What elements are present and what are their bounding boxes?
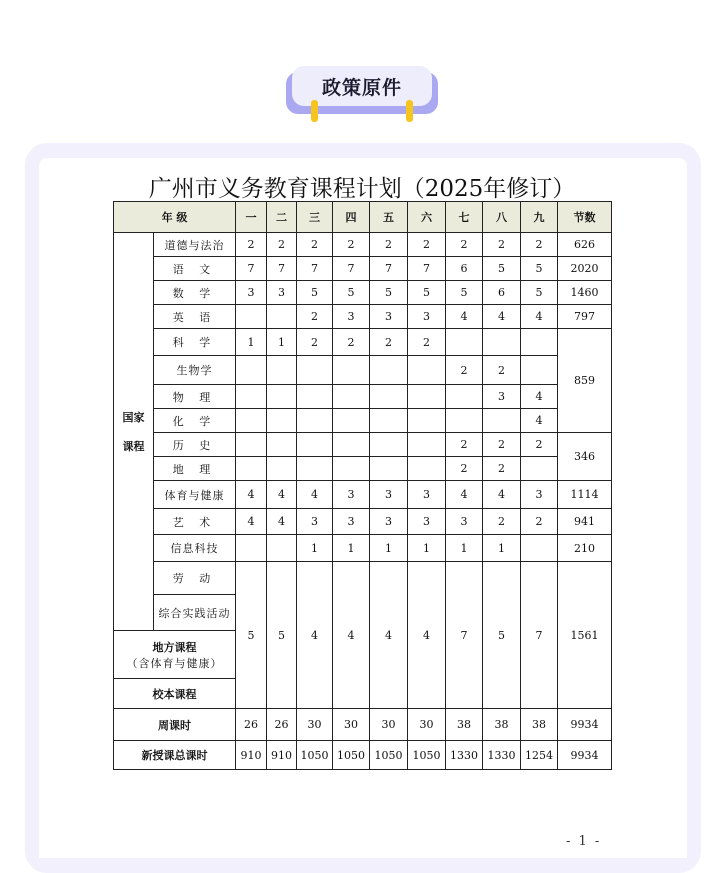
table-cell [370, 457, 408, 481]
table-cell: 7 [236, 257, 267, 281]
table-cell [521, 535, 558, 562]
table-cell: 3 [370, 509, 408, 535]
subject-name: 艺 术 [154, 509, 236, 535]
header-g4: 四 [333, 202, 370, 233]
table-cell: 3 [446, 509, 483, 535]
table-cell: 2020 [558, 257, 612, 281]
table-cell: 941 [558, 509, 612, 535]
table-cell [333, 356, 370, 385]
table-cell [297, 356, 333, 385]
table-row [114, 257, 612, 281]
table-cell [521, 329, 558, 356]
subject-name: 历 史 [154, 433, 236, 457]
table-cell: 5 [483, 257, 521, 281]
header-grade: 年 级 [114, 202, 236, 233]
table-cell: 2 [483, 233, 521, 257]
table-cell: 797 [558, 305, 612, 329]
table-cell [483, 329, 521, 356]
table-cell [408, 356, 446, 385]
table-cell: 6 [483, 281, 521, 305]
table-cell: 2 [370, 233, 408, 257]
table-cell [408, 409, 446, 433]
table-cell: 3 [408, 509, 446, 535]
table-cell: 4 [521, 385, 558, 409]
table-cell [267, 535, 297, 562]
table-cell: 2 [521, 233, 558, 257]
table-cell: 2 [333, 329, 370, 356]
table-cell: 1050 [333, 741, 370, 770]
table-cell: 1561 [558, 562, 612, 709]
table-cell: 38 [446, 709, 483, 741]
table-cell [370, 433, 408, 457]
subject-name: 数 学 [154, 281, 236, 305]
table-cell: 4 [521, 409, 558, 433]
table-row [114, 305, 612, 329]
table-cell: 5 [333, 281, 370, 305]
table-cell: 1050 [370, 741, 408, 770]
table-cell: 5 [370, 281, 408, 305]
table-cell [370, 409, 408, 433]
table-cell: 4 [483, 481, 521, 509]
table-cell: 210 [558, 535, 612, 562]
table-cell [521, 457, 558, 481]
table-cell [408, 385, 446, 409]
table-cell [446, 385, 483, 409]
table-cell: 3 [333, 305, 370, 329]
table-cell [333, 409, 370, 433]
curriculum-table [113, 201, 612, 770]
school-curriculum-label: 校本课程 [114, 679, 236, 709]
table-cell [267, 305, 297, 329]
table-cell: 2 [408, 233, 446, 257]
table-cell: 3 [483, 385, 521, 409]
table-cell: 2 [521, 509, 558, 535]
badge-pin-left [311, 100, 318, 122]
table-cell: 5 [483, 562, 521, 709]
table-cell: 5 [267, 562, 297, 709]
table-cell [267, 409, 297, 433]
table-cell: 3 [333, 509, 370, 535]
table-cell: 7 [408, 257, 446, 281]
table-header-row [114, 202, 612, 233]
table-cell: 4 [333, 562, 370, 709]
table-cell: 3 [521, 481, 558, 509]
table-cell: 6 [446, 257, 483, 281]
table-cell [297, 409, 333, 433]
table-cell: 2 [236, 233, 267, 257]
subject-name: 科 学 [154, 329, 236, 356]
table-cell [483, 409, 521, 433]
header-g3: 三 [297, 202, 333, 233]
table-cell: 9934 [558, 709, 612, 741]
subject-name: 物 理 [154, 385, 236, 409]
policy-badge-label: 政策原件 [292, 66, 432, 106]
subject-name: 语 文 [154, 257, 236, 281]
national-curriculum-label: 国家 课程 [114, 233, 154, 631]
table-cell: 1114 [558, 481, 612, 509]
table-cell: 4 [236, 481, 267, 509]
table-cell [333, 385, 370, 409]
table-cell [297, 433, 333, 457]
table-cell: 5 [446, 281, 483, 305]
subject-name: 化 学 [154, 409, 236, 433]
table-cell: 5 [297, 281, 333, 305]
table-cell [267, 457, 297, 481]
table-cell: 2 [408, 329, 446, 356]
table-cell [267, 385, 297, 409]
table-cell: 26 [267, 709, 297, 741]
table-cell: 9934 [558, 741, 612, 770]
header-g8: 八 [483, 202, 521, 233]
policy-badge [286, 66, 438, 114]
header-g2: 二 [267, 202, 297, 233]
table-cell: 2 [297, 329, 333, 356]
table-cell: 38 [483, 709, 521, 741]
table-cell: 2 [483, 356, 521, 385]
table-cell: 30 [408, 709, 446, 741]
table-row [114, 481, 612, 509]
subject-name: 生物学 [154, 356, 236, 385]
table-cell: 5 [236, 562, 267, 709]
table-cell: 4 [483, 305, 521, 329]
table-cell: 1330 [483, 741, 521, 770]
table-row [114, 409, 612, 433]
table-row [114, 433, 612, 457]
table-cell [236, 356, 267, 385]
table-cell: 30 [333, 709, 370, 741]
table-cell: 1 [333, 535, 370, 562]
header-g9: 九 [521, 202, 558, 233]
table-cell: 1 [408, 535, 446, 562]
table-cell: 1460 [558, 281, 612, 305]
table-cell: 7 [333, 257, 370, 281]
table-cell [333, 457, 370, 481]
table-cell: 30 [370, 709, 408, 741]
header-g5: 五 [370, 202, 408, 233]
table-cell: 7 [370, 257, 408, 281]
table-cell: 7 [267, 257, 297, 281]
table-row [114, 535, 612, 562]
table-cell: 7 [521, 562, 558, 709]
table-row [114, 562, 612, 595]
table-cell [297, 457, 333, 481]
table-cell: 5 [408, 281, 446, 305]
table-cell: 1 [370, 535, 408, 562]
table-cell: 1 [236, 329, 267, 356]
table-cell: 1 [297, 535, 333, 562]
table-cell [236, 433, 267, 457]
table-cell: 7 [297, 257, 333, 281]
table-cell: 1050 [408, 741, 446, 770]
table-cell: 4 [446, 305, 483, 329]
table-cell [446, 409, 483, 433]
table-cell: 1 [483, 535, 521, 562]
table-cell: 2 [483, 457, 521, 481]
table-cell: 910 [236, 741, 267, 770]
table-cell [267, 356, 297, 385]
table-row [114, 741, 612, 770]
table-cell: 4 [446, 481, 483, 509]
table-cell: 3 [267, 281, 297, 305]
table-cell [408, 457, 446, 481]
table-cell: 4 [297, 481, 333, 509]
table-cell: 910 [267, 741, 297, 770]
page-number: - 1 - [566, 834, 602, 849]
table-cell: 2 [333, 233, 370, 257]
table-cell: 2 [446, 356, 483, 385]
header-total: 节数 [558, 202, 612, 233]
header-g1: 一 [236, 202, 267, 233]
table-cell: 4 [267, 481, 297, 509]
table-cell [370, 385, 408, 409]
table-cell: 1 [446, 535, 483, 562]
table-cell: 5 [521, 257, 558, 281]
table-cell: 30 [297, 709, 333, 741]
subject-name: 体育与健康 [154, 481, 236, 509]
table-cell [370, 356, 408, 385]
table-cell [408, 433, 446, 457]
subject-name: 英 语 [154, 305, 236, 329]
table-cell: 7 [446, 562, 483, 709]
table-row [114, 356, 612, 385]
table-row [114, 457, 612, 481]
table-cell: 2 [521, 433, 558, 457]
table-cell: 3 [236, 281, 267, 305]
subject-name: 地 理 [154, 457, 236, 481]
table-cell: 3 [408, 305, 446, 329]
table-cell: 2 [446, 233, 483, 257]
subject-name: 道德与法治 [154, 233, 236, 257]
table-cell [236, 409, 267, 433]
table-row [114, 709, 612, 741]
table-cell: 3 [370, 481, 408, 509]
table-cell: 2 [370, 329, 408, 356]
table-cell [236, 305, 267, 329]
subject-name: 综合实践活动 [154, 595, 236, 631]
table-cell: 2 [297, 305, 333, 329]
table-cell: 4 [408, 562, 446, 709]
table-cell [297, 385, 333, 409]
table-cell: 5 [521, 281, 558, 305]
table-cell: 2 [446, 433, 483, 457]
table-cell: 3 [333, 481, 370, 509]
table-cell: 2 [297, 233, 333, 257]
table-cell: 2 [267, 233, 297, 257]
table-cell: 4 [370, 562, 408, 709]
table-cell [236, 535, 267, 562]
history-geography-total: 346 [558, 433, 612, 481]
table-cell: 4 [521, 305, 558, 329]
table-cell [333, 433, 370, 457]
table-cell: 4 [267, 509, 297, 535]
table-cell: 626 [558, 233, 612, 257]
table-cell: 2 [483, 433, 521, 457]
table-cell: 3 [370, 305, 408, 329]
table-cell: 3 [408, 481, 446, 509]
table-cell [446, 329, 483, 356]
subject-name: 信息科技 [154, 535, 236, 562]
weekly-hours-label: 周课时 [114, 709, 236, 741]
subject-name: 劳 动 [154, 562, 236, 595]
table-cell [267, 433, 297, 457]
total-hours-label: 新授课总课时 [114, 741, 236, 770]
table-cell: 2 [446, 457, 483, 481]
local-curriculum-label: 地方课程 （含体育与健康） [114, 631, 236, 679]
table-cell: 4 [297, 562, 333, 709]
table-cell: 38 [521, 709, 558, 741]
table-cell: 1254 [521, 741, 558, 770]
header-g6: 六 [408, 202, 446, 233]
science-total: 859 [558, 329, 612, 433]
table-cell: 4 [236, 509, 267, 535]
table-cell: 3 [297, 509, 333, 535]
table-row [114, 509, 612, 535]
table-row [114, 329, 612, 356]
badge-pin-right [406, 100, 413, 122]
table-row [114, 281, 612, 305]
table-cell: 26 [236, 709, 267, 741]
table-row [114, 233, 612, 257]
table-cell [236, 385, 267, 409]
table-cell [521, 356, 558, 385]
table-row [114, 385, 612, 409]
table-cell: 1050 [297, 741, 333, 770]
document-title: 广州市义务教育课程计划（2025年修订） [148, 176, 576, 202]
table-cell: 1 [267, 329, 297, 356]
table-cell [236, 457, 267, 481]
table-cell: 1330 [446, 741, 483, 770]
table-cell: 2 [483, 509, 521, 535]
header-g7: 七 [446, 202, 483, 233]
